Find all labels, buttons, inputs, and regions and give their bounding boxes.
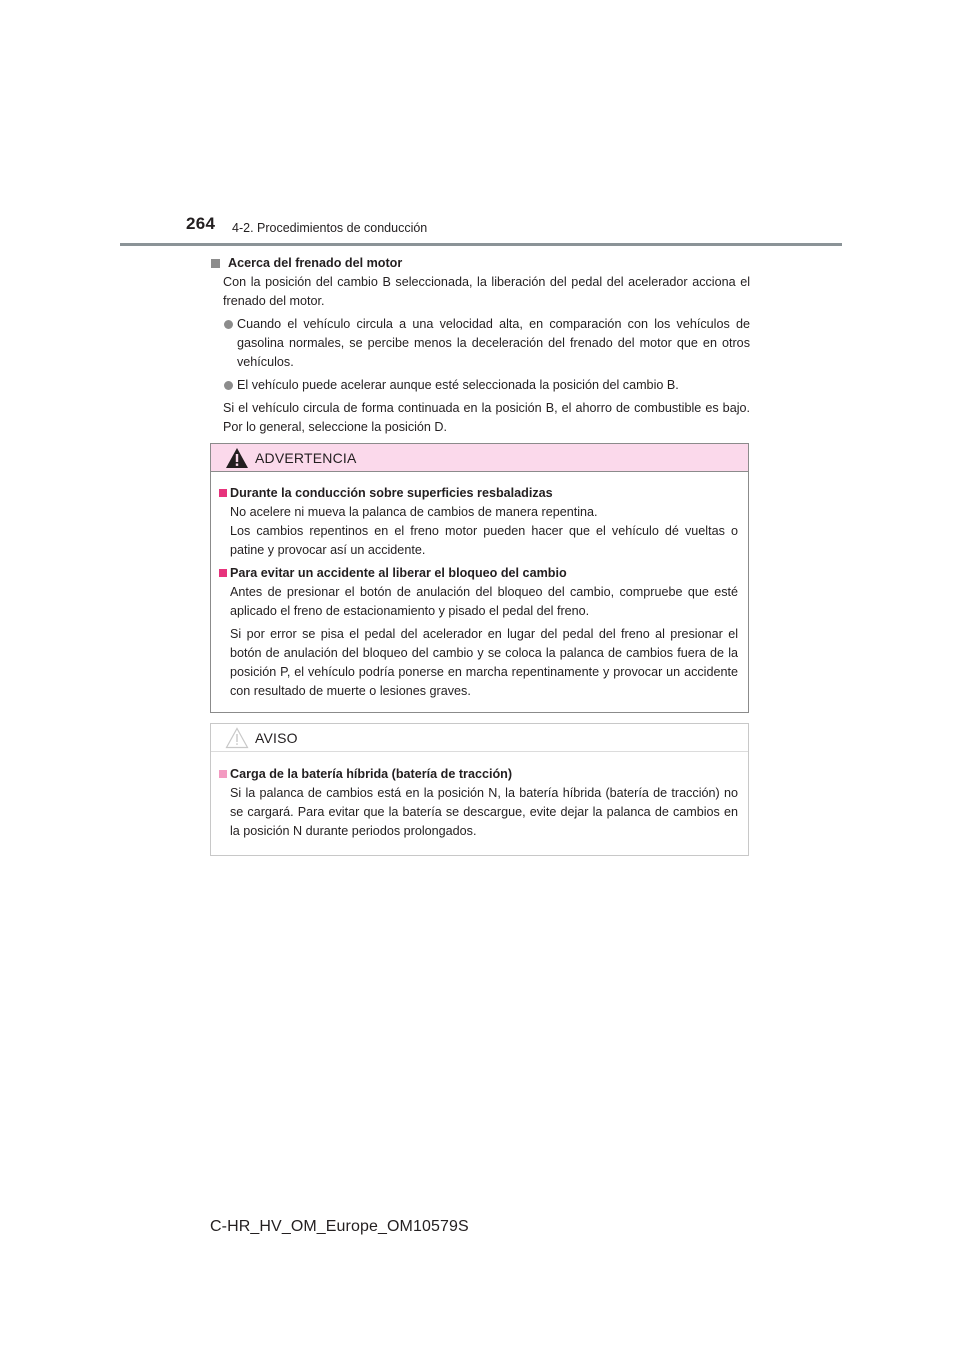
notice-paragraph: Si la palanca de cambios está en la posición N, la batería híbrida (batería de tracción) no se cargará. Para evitar que la batería se descargue, evite dejar la palanca de cambios en la posición N durante periodos prolongados. — [230, 786, 738, 838]
warning-paragraph: Si por error se pisa el pedal del acelerador en lugar del pedal del freno al presionar el botón de anulación del bloqueo del cambio y se coloca la palanca de cambios fuera de la posición P, el vehículo podría ponerse en marcha repentinamente y provocar un accidente con resultado de muerte o lesiones graves. — [230, 627, 738, 698]
intro-paragraph: Con la posición del cambio B seleccionada, la liberación del pedal del acelerador acciona el frenado del motor. — [223, 275, 750, 308]
notice-heading: Carga de la batería híbrida (batería de tracción) — [219, 765, 738, 784]
warning-header — [211, 444, 748, 472]
notice-header — [211, 724, 748, 752]
warning-box — [210, 443, 749, 713]
warning-triangle-icon — [225, 447, 249, 469]
document-code: C-HR_HV_OM_Europe_OM10579S — [210, 1218, 469, 1235]
notice-body — [219, 765, 738, 841]
closing-paragraph: Si el vehículo circula de forma continuada en la posición B, el ahorro de combustible es bajo. Por lo general, seleccione la posición D. — [223, 401, 750, 434]
warning-paragraph: No acelere ni mueva la palanca de cambios de manera repentina. — [230, 505, 598, 519]
main-content — [210, 254, 750, 437]
notice-label: AVISO — [255, 730, 298, 746]
warning-heading: Durante la conducción sobre superficies resbaladizas — [219, 484, 738, 503]
warning-paragraph: Los cambios repentinos en el freno motor pueden hacer que el vehículo dé vueltas o patine y provocar así un accidente. — [230, 524, 738, 557]
warning-body — [219, 484, 738, 701]
warning-paragraph: Antes de presionar el botón de anulación del bloqueo del cambio, compruebe que esté aplicado el freno de estacionamiento y pisado el pedal del freno. — [230, 585, 738, 618]
bullet-item: Cuando el vehículo circula a una velocidad alta, en comparación con los vehículos de gasolina normales, se percibe menos la deceleración del frenado del motor que en otros vehículos. — [210, 315, 750, 372]
section-heading: Acerca del frenado del motor — [210, 254, 750, 273]
header-divider — [120, 243, 842, 246]
bullet-item: El vehículo puede acelerar aunque esté seleccionada la posición del cambio B. — [210, 376, 750, 395]
section-title: 4-2. Procedimientos de conducción — [232, 221, 428, 235]
page-number: 264 — [186, 214, 216, 233]
caution-triangle-outline-icon — [225, 727, 249, 749]
warning-heading: Para evitar un accidente al liberar el bloqueo del cambio — [219, 564, 738, 583]
warning-label: ADVERTENCIA — [255, 450, 357, 466]
notice-box — [210, 723, 749, 856]
